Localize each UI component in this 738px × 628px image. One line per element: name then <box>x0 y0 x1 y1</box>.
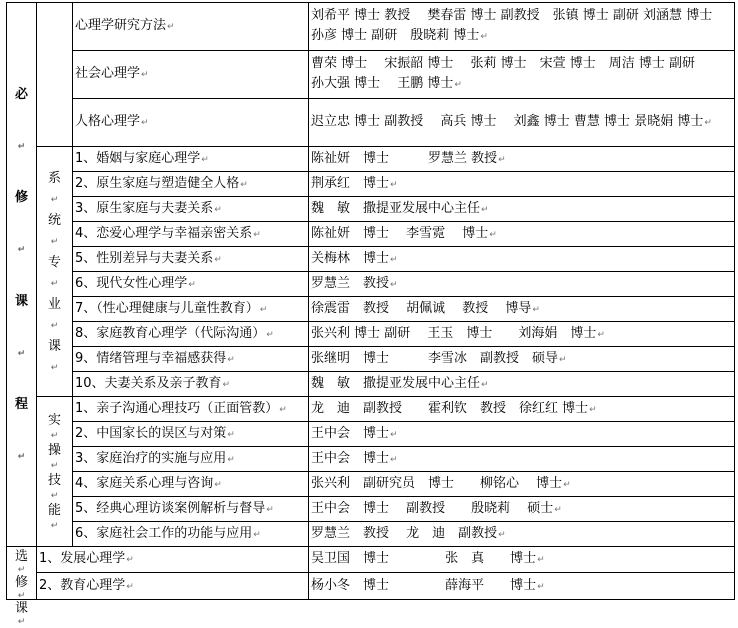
paragraph-mark: ↵ <box>498 154 506 165</box>
course-name <box>73 372 309 397</box>
paragraph-mark: ↵ <box>17 591 26 601</box>
paragraph-mark: ↵ <box>266 329 274 340</box>
paragraph-mark: ↵ <box>17 565 26 575</box>
course-teachers-text: 陈祉妍 博士 罗慧兰 教授 <box>311 150 498 166</box>
practical-label-char: 实 <box>47 412 61 428</box>
course-teachers-text: 王中会 博士 <box>311 450 390 466</box>
table-row <box>7 99 735 147</box>
paragraph-mark: ↵ <box>141 70 149 80</box>
course-teachers <box>309 172 735 197</box>
paragraph-mark: ↵ <box>489 229 497 240</box>
course-teachers <box>309 297 735 322</box>
paragraph-mark: ↵ <box>481 204 489 215</box>
paragraph-mark: ↵ <box>17 452 26 463</box>
course-teachers-text: 曹荣 博士 宋振韶 博士 张莉 博士 宋萱 博士 周洁 博士 副研 孙大强 博士 王鹏 博士 <box>311 56 722 91</box>
paragraph-mark: ↵ <box>589 404 597 415</box>
table-row <box>7 272 735 297</box>
course-name-text: 心理学研究方法 <box>75 18 167 33</box>
course-teachers-text: 罗慧兰 教授 <box>311 275 390 291</box>
systematic-label-char: 统 <box>47 212 61 228</box>
paragraph-mark: ↵ <box>563 479 571 490</box>
paragraph-mark: ↵ <box>253 229 261 240</box>
course-name-text: 2、中国家长的误区与对策 <box>75 425 227 441</box>
course-name <box>73 397 309 422</box>
systematic-label-char: 课 <box>47 338 61 354</box>
paragraph-mark: ↵ <box>537 581 545 592</box>
course-name-text: 1、婚姻与家庭心理学 <box>75 150 201 166</box>
table-row <box>7 547 735 573</box>
course-teachers-text: 刘希平 博士 教授 樊春雷 博士 副教授 张镇 博士 副研 刘涵慧 博士 孙彦 博士 副研 殷晓莉 博士 <box>311 8 730 43</box>
paragraph-mark: ↵ <box>390 429 398 440</box>
course-name <box>73 447 309 472</box>
paragraph-mark: ↵ <box>17 141 26 152</box>
course-name <box>73 51 309 99</box>
table-row <box>7 372 735 397</box>
course-name-text: 4、家庭关系心理与咨询 <box>75 475 214 491</box>
paragraph-mark: ↵ <box>227 354 235 365</box>
table-row <box>7 573 735 600</box>
course-name <box>73 147 309 172</box>
course-name <box>73 422 309 447</box>
practical-label <box>37 397 73 547</box>
paragraph-mark: ↵ <box>390 254 398 265</box>
table-row <box>7 472 735 497</box>
paragraph-mark: ↵ <box>214 479 222 490</box>
paragraph-mark: ↵ <box>559 354 567 365</box>
course-name-text: 3、原生家庭与夫妻关系 <box>75 200 214 216</box>
course-teachers-text: 关梅林 博士 <box>311 250 390 266</box>
table-row <box>7 51 735 99</box>
course-name-text: 2、教育心理学 <box>39 577 126 593</box>
course-teachers <box>309 3 735 51</box>
paragraph-mark: ↵ <box>227 454 235 465</box>
course-teachers <box>309 547 735 573</box>
course-teachers-text: 张继明 博士 李雪冰 副教授 硕导 <box>311 350 559 366</box>
course-name-text: 人格心理学 <box>75 114 141 129</box>
required-label-char: 课 <box>14 293 28 309</box>
course-name <box>73 247 309 272</box>
course-teachers <box>309 422 735 447</box>
paragraph-mark: ↵ <box>50 362 59 373</box>
paragraph-mark: ↵ <box>259 304 268 315</box>
course-name <box>37 547 309 573</box>
course-name <box>73 472 309 497</box>
table-row <box>7 172 735 197</box>
course-name-text: 10、夫妻关系及亲子教育 <box>75 375 222 391</box>
systematic-label-char: 系 <box>47 170 61 186</box>
practical-label-char: 技 <box>47 472 61 488</box>
table-row <box>7 422 735 447</box>
paragraph-mark: ↵ <box>390 179 398 190</box>
course-name-text: 6、现代女性心理学 <box>75 275 188 291</box>
table-row <box>7 247 735 272</box>
required-label-char: 修 <box>14 190 28 206</box>
paragraph-mark: ↵ <box>50 320 59 331</box>
course-teachers <box>309 247 735 272</box>
course-name-text: 7、（性心理健康与儿童性教育） <box>75 300 259 316</box>
course-teachers-text: 张兴利 博士 副研 王玉 博士 刘海娟 博士 <box>311 325 597 341</box>
course-name <box>73 297 309 322</box>
paragraph-mark: ↵ <box>214 254 222 265</box>
elective-label-char: 课 <box>14 601 28 616</box>
table-row <box>7 397 735 422</box>
elective-label-char: 选 <box>14 549 28 564</box>
paragraph-mark: ↵ <box>532 304 540 315</box>
course-teachers <box>309 447 735 472</box>
table-row <box>7 3 735 51</box>
core-group-cell <box>37 3 73 147</box>
paragraph-mark: ↵ <box>253 529 261 540</box>
course-teachers-text: 龙 迪 副教授 霍利钦 教授 徐红红 博士 <box>311 400 589 416</box>
course-teachers-text: 荆承红 博士 <box>311 175 390 191</box>
course-name <box>73 3 309 51</box>
paragraph-mark: ↵ <box>201 154 209 165</box>
course-teachers <box>309 222 735 247</box>
course-teachers <box>309 322 735 347</box>
course-name <box>73 322 309 347</box>
paragraph-mark: ↵ <box>454 80 462 90</box>
paragraph-mark: ↵ <box>17 245 26 256</box>
course-name <box>73 197 309 222</box>
course-name-text: 9、情绪管理与幸福感获得 <box>75 350 227 366</box>
course-teachers-text: 罗慧兰 教授 龙 迪 副教授 <box>311 525 498 541</box>
paragraph-mark: ↵ <box>390 279 398 290</box>
course-name <box>73 172 309 197</box>
paragraph-mark: ↵ <box>481 379 489 390</box>
systematic-label <box>37 147 73 397</box>
course-name-text: 8、家庭教育心理学（代际沟通） <box>75 325 266 341</box>
course-teachers-text: 迟立忠 博士 副教授 高兵 博士 刘鑫 博士 曹慧 博士 景晓娟 博士 <box>311 114 704 129</box>
paragraph-mark: ↵ <box>222 379 231 390</box>
course-name-text: 4、恋爱心理学与幸福亲密关系 <box>75 225 253 241</box>
required-label-char: 必 <box>14 86 28 102</box>
elective-label <box>7 547 37 627</box>
paragraph-mark: ↵ <box>50 278 59 289</box>
course-name-text: 5、经典心理访谈案例解析与督导 <box>75 500 266 516</box>
paragraph-mark: ↵ <box>50 520 59 531</box>
paragraph-mark: ↵ <box>537 555 545 565</box>
course-name-text: 1、亲子沟通心理技巧（正面管教） <box>75 400 279 416</box>
paragraph-mark: ↵ <box>554 504 562 515</box>
course-teachers <box>309 472 735 497</box>
course-teachers <box>309 347 735 372</box>
paragraph-mark: ↵ <box>141 118 149 128</box>
table-row <box>7 222 735 247</box>
course-teachers <box>309 497 735 522</box>
course-teachers-text: 张兴利 副研究员 博士 柳铭心 博士 <box>311 475 563 491</box>
course-name-text: 5、性别差异与夫妻关系 <box>75 250 214 266</box>
course-name <box>73 272 309 297</box>
course-teachers-text: 徐震雷 教授 胡佩诚 教授 博导 <box>311 300 532 316</box>
required-label-char: 程 <box>14 397 28 413</box>
paragraph-mark: ↵ <box>50 236 59 247</box>
table-row <box>7 297 735 322</box>
paragraph-mark: ↵ <box>240 179 248 190</box>
course-name-text: 2、原生家庭与塑造健全人格 <box>75 175 240 191</box>
course-name <box>37 573 309 600</box>
course-name-text: 3、家庭治疗的实施与应用 <box>75 450 227 466</box>
paragraph-mark: ↵ <box>704 118 712 128</box>
course-teachers-text: 魏 敏 撒提亚发展中心主任 <box>311 200 481 216</box>
course-teachers-text: 吴卫国 博士 张 真 博士 <box>311 551 537 566</box>
required-label <box>7 3 37 547</box>
paragraph-mark: ↵ <box>597 329 605 340</box>
paragraph-mark: ↵ <box>390 454 398 465</box>
table-row <box>7 147 735 172</box>
table-row <box>7 197 735 222</box>
course-name <box>73 99 309 147</box>
course-name-text: 社会心理学 <box>75 66 141 81</box>
course-teachers <box>309 397 735 422</box>
paragraph-mark: ↵ <box>498 529 506 540</box>
systematic-label-char: 业 <box>47 296 61 312</box>
practical-label-char: 操 <box>47 442 61 458</box>
course-teachers-text: 王中会 博士 <box>311 425 390 441</box>
course-teachers-text: 陈祉妍 博士 李雪霓 博士 <box>311 225 489 241</box>
course-teachers <box>309 272 735 297</box>
table-row <box>7 497 735 522</box>
paragraph-mark: ↵ <box>50 430 59 441</box>
paragraph-mark: ↵ <box>167 22 175 32</box>
paragraph-mark: ↵ <box>126 581 134 592</box>
course-name-text: 6、家庭社会工作的功能与应用 <box>75 525 253 541</box>
paragraph-mark: ↵ <box>17 617 26 627</box>
course-teachers-text: 魏 敏 撒提亚发展中心主任 <box>311 375 481 391</box>
systematic-label-char: 专 <box>47 254 61 270</box>
course-teachers-text: 王中会 博士 副教授 殷晓莉 硕士 <box>311 500 554 516</box>
course-teachers <box>309 573 735 600</box>
course-name <box>73 522 309 547</box>
practical-label-char: 能 <box>47 502 61 518</box>
course-teachers <box>309 372 735 397</box>
course-name <box>73 497 309 522</box>
course-table <box>6 2 735 627</box>
course-teachers <box>309 51 735 99</box>
paragraph-mark: ↵ <box>279 404 287 415</box>
paragraph-mark: ↵ <box>188 279 196 290</box>
paragraph-mark: ↵ <box>50 460 59 471</box>
table-row <box>7 322 735 347</box>
table-row <box>7 522 735 547</box>
course-teachers <box>309 197 735 222</box>
course-name-text: 1、发展心理学 <box>39 551 126 566</box>
paragraph-mark: ↵ <box>17 348 26 359</box>
elective-label-char: 修 <box>14 575 28 590</box>
course-teachers-text: 杨小冬 博士 薛海平 博士 <box>311 577 537 593</box>
table-row <box>7 347 735 372</box>
course-teachers <box>309 99 735 147</box>
table-row <box>7 447 735 472</box>
course-name <box>73 222 309 247</box>
paragraph-mark: ↵ <box>214 204 222 215</box>
course-teachers <box>309 147 735 172</box>
paragraph-mark: ↵ <box>126 555 134 565</box>
course-teachers <box>309 522 735 547</box>
paragraph-mark: ↵ <box>266 504 274 515</box>
course-name <box>73 347 309 372</box>
paragraph-mark: ↵ <box>50 194 59 205</box>
paragraph-mark: ↵ <box>227 429 235 440</box>
paragraph-mark: ↵ <box>50 490 59 501</box>
paragraph-mark: ↵ <box>480 32 488 42</box>
